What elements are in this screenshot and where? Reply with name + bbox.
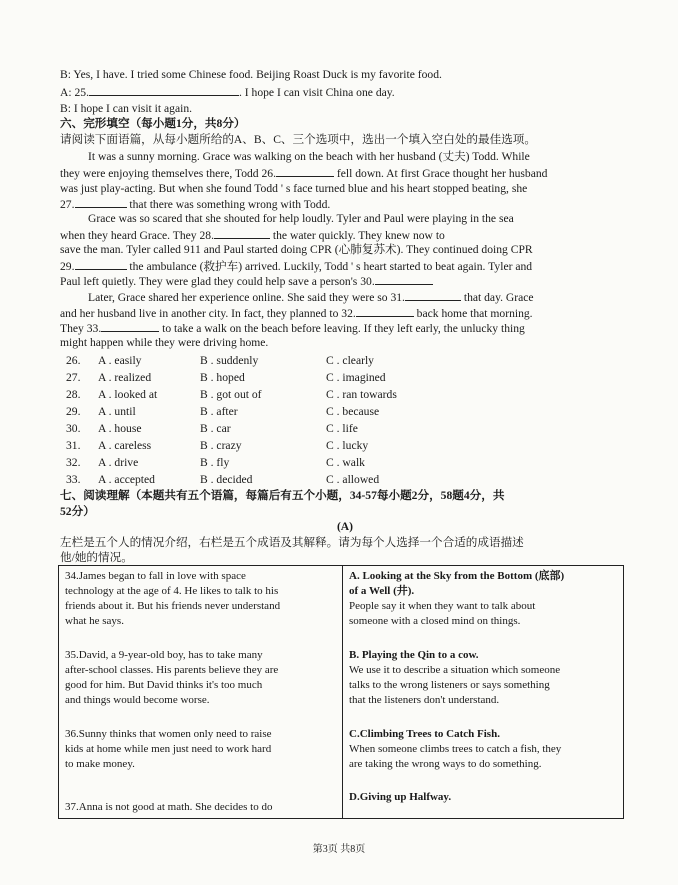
option-b[interactable]: B . got out of bbox=[200, 388, 262, 401]
section-7-heading-cont: 52分） bbox=[60, 505, 95, 518]
option-c[interactable]: C . clearly bbox=[326, 354, 374, 367]
option-c[interactable]: C . ran towards bbox=[326, 388, 397, 401]
section-6-heading: 六、完形填空（每小题1分，共8分） bbox=[60, 117, 246, 130]
option-number: 31. bbox=[66, 439, 81, 452]
option-c[interactable]: C . walk bbox=[326, 456, 365, 469]
matching-table bbox=[58, 565, 624, 819]
passage-line: Grace was so scared that she shouted for help loudly. Tyler and Paul were playing in the sea bbox=[88, 212, 514, 225]
idiom-a: A. Looking at the Sky from the Bottom (底部) of a Well (井). People say it when they want to talk about someone with a closed mind on things. bbox=[349, 570, 565, 627]
option-a[interactable]: A . house bbox=[98, 422, 142, 435]
idiom-b: B. Playing the Qin to a cow. We use it to describe a situation which someone talks to the wrong listeners or says something that the listeners don't understand. bbox=[349, 649, 561, 706]
dialogue-line-2: A: 25. . I hope I can visit China one day. bbox=[60, 86, 395, 99]
passage-line: when they heard Grace. They 28. the water quickly. They knew now to bbox=[60, 229, 445, 242]
option-c[interactable]: C . allowed bbox=[326, 473, 380, 486]
option-a[interactable]: A . easily bbox=[98, 354, 142, 367]
passage-line: Later, Grace shared her experience online. She said they were so 31. that day. Grace bbox=[88, 291, 534, 304]
option-c[interactable]: C . because bbox=[326, 405, 380, 418]
option-b[interactable]: B . decided bbox=[200, 473, 253, 486]
option-b[interactable]: B . hoped bbox=[200, 371, 245, 384]
option-number: 33. bbox=[66, 473, 81, 486]
idiom-d: D.Giving up Halfway. bbox=[349, 791, 452, 803]
section-7-instruction-cont: 他/她的情况。 bbox=[60, 551, 133, 564]
option-a[interactable]: A . drive bbox=[98, 456, 139, 469]
option-number: 32. bbox=[66, 456, 81, 469]
option-a[interactable]: A . until bbox=[98, 405, 136, 418]
passage-line: 29. the ambulance (救护车) arrived. Luckily, Todd ' s heart started to beat again. Tyler and bbox=[60, 260, 533, 273]
person-36: 36.Sunny thinks that women only need to raise kids at home while men just need to work hard to make money. bbox=[65, 728, 272, 770]
idiom-c: C.Climbing Trees to Catch Fish. When someone climbs trees to catch a fish, they are taking the wrong ways to do something. bbox=[349, 728, 562, 770]
passage-line: It was a sunny morning. Grace was walking on the beach with her husband (丈夫) Todd. While bbox=[88, 150, 530, 163]
option-c[interactable]: C . lucky bbox=[326, 439, 369, 452]
section-7-heading: 七、阅读理解（本题共有五个语篇，每篇后有五个小题，34-57每小题2分，58题4分，共 bbox=[60, 489, 505, 502]
passage-line: was just play-acting. But when she found Todd ' s face turned blue and his heart stopped beating, she bbox=[60, 182, 528, 195]
section-7-instruction: 左栏是五个人的情况介绍，右栏是五个成语及其解释。请为每个人选择一个合适的成语描述 bbox=[60, 536, 524, 549]
option-a[interactable]: A . accepted bbox=[98, 473, 155, 486]
passage-line: might happen while they were driving home. bbox=[60, 336, 269, 349]
person-35: 35.David, a 9-year-old boy, has to take many after-school classes. His parents believe they are good for him. But David thinks it's too much and things would become worse. bbox=[65, 649, 279, 706]
option-b[interactable]: B . suddenly bbox=[200, 354, 259, 367]
passage-line: They 33. to take a walk on the beach before leaving. If they left early, the unlucky thing bbox=[60, 322, 525, 335]
option-b[interactable]: B . after bbox=[200, 405, 238, 418]
option-number: 29. bbox=[66, 405, 81, 418]
section-6-instruction: 请阅读下面语篇，从每小题所给的A、B、C、三个选项中，选出一个填入空白处的最佳选项。 bbox=[60, 133, 536, 146]
option-a[interactable]: A . realized bbox=[98, 371, 152, 384]
option-number: 27. bbox=[66, 371, 81, 384]
passage-line: 27. that there was something wrong with Todd. bbox=[60, 198, 331, 211]
option-b[interactable]: B . fly bbox=[200, 456, 230, 469]
passage-line: save the man. Tyler called 911 and Paul started doing CPR (心肺复苏术). They continued doing CPR bbox=[60, 243, 533, 256]
person-37: 37.Anna is not good at math. She decides to do bbox=[65, 801, 273, 813]
option-a[interactable]: A . careless bbox=[98, 439, 152, 452]
option-number: 30. bbox=[66, 422, 81, 435]
person-34: 34.James began to fall in love with space technology at the age of 4. He likes to talk to his friends about it. But his friends never understand what he says. bbox=[65, 570, 281, 627]
option-b[interactable]: B . car bbox=[200, 422, 231, 435]
option-a[interactable]: A . looked at bbox=[98, 388, 158, 401]
option-number: 26. bbox=[66, 354, 81, 367]
option-c[interactable]: C . life bbox=[326, 422, 358, 435]
option-number: 28. bbox=[66, 388, 81, 401]
dialogue-line-3: B: I hope I can visit it again. bbox=[60, 102, 193, 115]
table-divider bbox=[342, 566, 343, 818]
passage-line: and her husband live in another city. In fact, they planned to 32. back home that morning. bbox=[60, 307, 533, 320]
passage-line: they were enjoying themselves there, Todd 26. fell down. At first Grace thought her husband bbox=[60, 167, 548, 180]
option-b[interactable]: B . crazy bbox=[200, 439, 242, 452]
passage-line: Paul left quietly. They were glad they could help save a person's 30. bbox=[60, 274, 630, 289]
option-c[interactable]: C . imagined bbox=[326, 371, 386, 384]
dialogue-line-1: B: Yes, I have. I tried some Chinese food. Beijing Roast Duck is my favorite food. bbox=[60, 68, 442, 81]
page-footer: 第3页 共8页 bbox=[312, 844, 366, 855]
part-label: (A) bbox=[336, 520, 354, 533]
